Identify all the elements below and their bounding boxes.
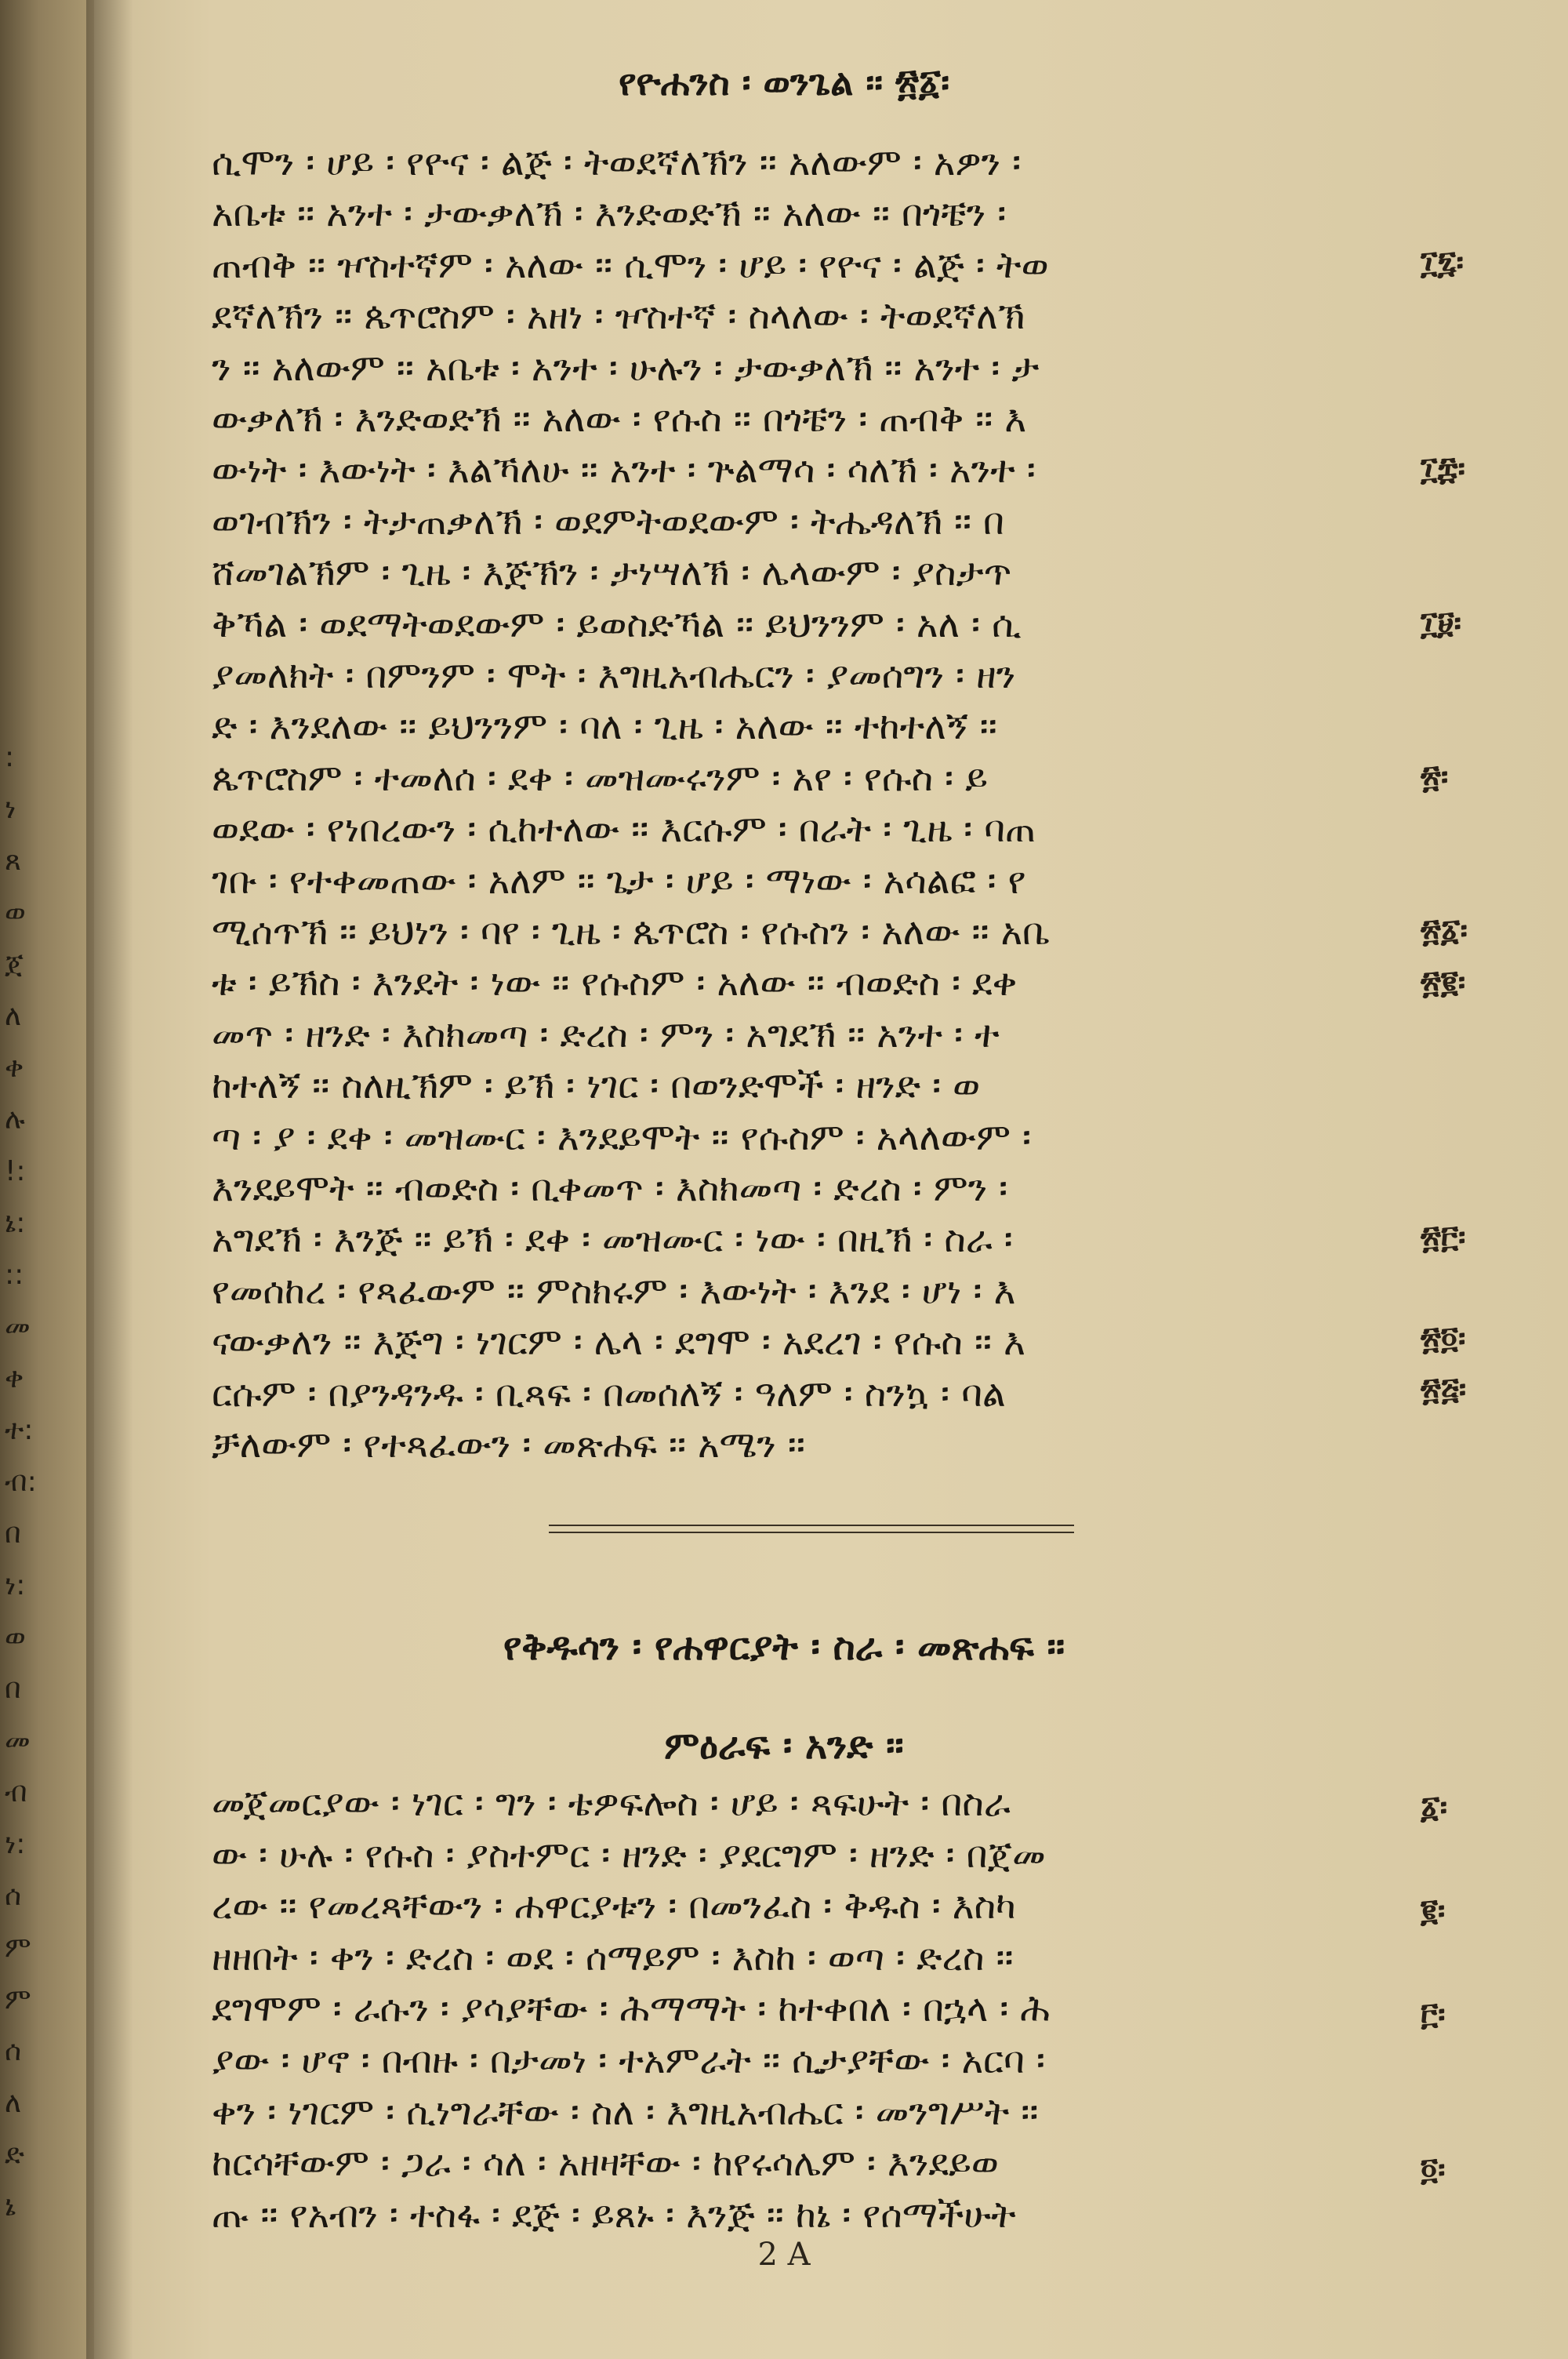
left-page-fragment: ወ [5,1621,26,1653]
acts-1-line: ዘዘበት ፡ ቀን ፡ ድረስ ፡ ወደ ፡ ሰማይም ፡ እስከ ፡ ወጣ ፡ ድረስ ፡፡ [212,1936,1014,1979]
acts-1-verse-number: ፪፡ [1421,1893,1446,1929]
acts-1-verse-number: ፬፡ [1421,2152,1446,2188]
left-page-fragment: ጸ [5,845,22,877]
left-page-fragment: : [5,741,15,773]
john-21-line: ውቃለኽ ፡ እንድወድኽ ፡፡ አለው ፡ የሱስ ፡፡ በጎቼን ፡ ጠብቅ ፡፡ እ [212,398,1027,441]
chapter-title: ምዕራፍ ፡ አንድ ፡፡ [664,1724,904,1768]
john-21-line: ቱ ፡ ይኽስ ፡ እንደት ፡ ነው ፡፡ የሱስም ፡ አለው ፡፡ ብወድስ ፡ ደቀ [212,961,1018,1005]
left-page-fragment: ድ [5,2139,24,2171]
left-page-fragment: መ [5,1725,31,1757]
john-21-line: አግደኽ ፡ እንጅ ፡፡ ይኽ ፡ ደቀ ፡ መዝሙር ፡ ነው ፡ በዚኽ ፡ ስራ ፡ [212,1218,1013,1262]
left-page-fragment: በ [5,1673,21,1705]
john-21-line: ያመለክት ፡ በምንም ፡ ሞት ፡ እግዚአብሔርን ፡ ያመሰግን ፡ ዘን [212,654,1016,697]
left-page-fragment: ጀ [5,948,24,980]
acts-1-verse-number: ፩፡ [1421,1790,1448,1826]
john-21-verse-number: ፳፩፡ [1421,913,1468,949]
john-21-line: ወደው ፡ የነበረውን ፡ ሲከተለው ፡፡ እርሱም ፡ በራት ፡ ጊዜ ፡ ባጠ [212,808,1036,852]
left-page-fragment: ም [5,1983,31,2016]
acts-1-line: ቀን ፡ ነገርም ፡ ሲነግራቸው ፡ ስለ ፡ እግዚአብሔር ፡ መንግሥት ፡፡ [212,2090,1039,2134]
john-21-verse-number: ፳፫፡ [1421,1219,1466,1256]
acts-1-line: ው ፡ ሁሉ ፡ የሱስ ፡ ያስተምር ፡ ዘንድ ፡ ያደርግም ፡ ዘንድ ፡ በጀመ [212,1833,1046,1877]
john-21-verse-number: ፳፬፡ [1421,1321,1466,1357]
left-page-fragment: ሉ [5,1103,25,1136]
acts-1-line: ጡ ፡፡ የአብን ፡ ተስፋ ፡ ደጅ ፡ ይጸኑ ፡ እንጅ ፡፡ ከኔ ፡ የሰማችሁት [212,2193,1016,2237]
john-21-line: ድ ፡ እንደለው ፡፡ ይህንንም ፡ ባለ ፡ ጊዜ ፡ አለው ፡፡ ተከተለኝ ፡፡ [212,705,997,749]
john-21-line: ጣ ፡ ያ ፡ ደቀ ፡ መዝሙር ፡ እንደይሞት ፡፡ የሱስም ፡ አላለውም ፡ [212,1115,1032,1159]
john-21-line: ውነት ፡ እውነት ፡ እልኻለሁ ፡፡ አንተ ፡ ጕልማሳ ፡ ሳለኽ ፡ አንተ ፡ [212,449,1036,493]
john-21-line: ሸመገልኽም ፡ ጊዜ ፡ እጅኽን ፡ ታነሣለኽ ፡ ሌላውም ፡ ያስታጥ [212,551,1012,595]
book-title: የቅዱሳን ፡ የሐዋርያት ፡ ስራ ፡ መጽሐፍ ፡፡ [503,1625,1065,1669]
folio: 2 A [757,2237,811,2273]
section-rule-bottom [549,1532,1074,1533]
left-page-fragment: ለ [5,1000,22,1032]
john-21-line: ርሱም ፡ በያንዳንዱ ፡ ቢጻፍ ፡ በመሰለኝ ፡ ዓለም ፡ ስንኳ ፡ ባል [212,1372,1006,1416]
left-page-fragment: መ [5,1310,31,1343]
john-21-line: ናውቃለን ፡፡ እጅግ ፡ ነገርም ፡ ሌላ ፡ ደግሞ ፡ አደረገ ፡ የሱስ ፡፡ እ [212,1321,1025,1365]
gutter-shadow [86,0,133,2359]
john-21-line: ደኛለኽን ፡፡ ጴጥሮስም ፡ አዘነ ፡ ዦስተኛ ፡ ስላለው ፡ ትወደኛለኽ [212,295,1025,339]
john-21-verse-number: ፲፯፡ [1421,245,1464,281]
left-page-fragment: ነ: [5,1828,26,1860]
john-21-line: ጠብቅ ፡፡ ዦስተኛም ፡ አለው ፡፡ ሲሞን ፡ ሆይ ፡ የዮና ፡ ልጅ ፡ ትወ [212,243,1049,287]
left-page-fragment: ቀ [5,1052,24,1084]
john-21-line: ቻለውም ፡ የተጻፈውን ፡ መጽሐፍ ፡፡ አሜን ፡፡ [212,1423,805,1467]
john-21-line: መጥ ፡ ዘንድ ፡ እስክመጣ ፡ ድረስ ፡ ምን ፡ አግደኽ ፡፡ አንተ ፡ ተ [212,1012,1000,1056]
acts-1-line: ረው ፡፡ የመረጻቸውን ፡ ሐዋርያቱን ፡ በመንፈስ ፡ ቅዱስ ፡ እስካ [212,1885,1016,1928]
left-page-fragment: ብ: [5,1466,37,1498]
john-21-verse-number: ፳፡ [1421,759,1449,795]
john-21-line: ን ፡፡ አለውም ፡፡ አቤቱ ፡ አንተ ፡ ሁሉን ፡ ታውቃለኽ ፡፡ አንተ ፡ ታ [212,346,1040,390]
john-21-line: ጴጥሮስም ፡ ተመለሰ ፡ ደቀ ፡ መዝሙሩንም ፡ አየ ፡ የሱስ ፡ ይ [212,756,988,800]
acts-1-verse-number: ፫፡ [1421,1997,1446,2033]
john-21-line: እንደይሞት ፡፡ ብወድስ ፡ ቢቀመጥ ፡ እስክመጣ ፡ ድረስ ፡ ምን ፡ [212,1167,1008,1210]
left-page-fragment: !: [5,1155,26,1187]
acts-1-line: መጀመርያው ፡ ነገር ፡ ግን ፡ ቴዎፍሎስ ፡ ሆይ ፡ ጻፍሁት ፡ በስራ [212,1782,1011,1825]
left-page-fragment: ወ [5,896,26,929]
left-page-fragment: ለ [5,2087,22,2119]
john-21-line: ቅኻል ፡ ወደማትወደውም ፡ ይወስድኻል ፡፡ ይህንንም ፡ አለ ፡ ሲ [212,602,1022,646]
left-page-fragment: ሰ [5,1880,22,1912]
left-page-edge [0,0,86,2359]
left-page-fragment: :: [5,1259,24,1291]
acts-1-line: ደግሞም ፡ ራሱን ፡ ያሳያቸው ፡ ሕማማት ፡ ከተቀበለ ፡ በኋላ ፡ ሕ [212,1987,1051,2031]
left-page-fragment: ነ: [5,1569,26,1601]
left-page-fragment: ም [5,1932,31,1964]
left-page-fragment: ብ [5,1776,27,1808]
section-rule-top [549,1525,1074,1526]
john-21-verse-number: ፲፱፡ [1421,605,1461,642]
acts-1-line: ከርሳቸውም ፡ ጋራ ፡ ሳለ ፡ አዘዛቸው ፡ ከየሩሳሌም ፡ እንደይወ [212,2142,999,2186]
left-page-fragment: ኔ: [5,1207,26,1239]
left-page-fragment: ሰ [5,2035,22,2067]
running-head: የዮሐንስ ፡ ወንጌል ፡፡ ፳፩፡ [618,61,950,104]
john-21-line: ሚሰጥኽ ፡፡ ይህነን ፡ ባየ ፡ ጊዜ ፡ ጴጥሮስ ፡ የሱስን ፡ አለው ፡፡ አቤ [212,911,1051,954]
left-page-fragment: ቀ [5,1362,24,1394]
john-21-line: ገቡ ፡ የተቀመጠው ፡ አለም ፡፡ ጌታ ፡ ሆይ ፡ ማነው ፡ አሳልፎ ፡ የ [212,859,1026,903]
acts-1-line: ያው ፡ ሆኖ ፡ በብዙ ፡ በታመነ ፡ ተአምራት ፡፡ ሲታያቸው ፡ አርባ ፡ [212,2039,1046,2082]
john-21-line: ወገብኽን ፡ ትታጠቃለኽ ፡ ወደምትወደውም ፡ ትሔዳለኽ ፡፡ በ [212,500,1004,543]
john-21-verse-number: ፳፪፡ [1421,965,1466,1001]
john-21-line: ከተለኝ ፡፡ ስለዚኽም ፡ ይኽ ፡ ነገር ፡ በወንድሞች ፡ ዘንድ ፡ ወ [212,1064,981,1108]
left-page-fragment: ኔ [5,2190,16,2223]
john-21-line: ሲሞን ፡ ሆይ ፡ የዮና ፡ ልጅ ፡ ትወደኛለኽን ፡፡ አለውም ፡ አዎን ፡ [212,141,1022,184]
john-21-verse-number: ፲፰፡ [1421,451,1465,487]
left-page-fragment: ነ [5,793,16,825]
left-page-fragment: በ [5,1518,21,1550]
john-21-line: አቤቱ ፡፡ አንተ ፡ ታውቃለኽ ፡ እንድወድኽ ፡፡ አለው ፡፡ በጎቼን ፡ [212,192,1007,236]
john-21-verse-number: ፳፭፡ [1421,1372,1467,1408]
left-page-fragment: ተ: [5,1414,34,1446]
john-21-line: የመሰከረ ፡ የጻፈውም ፡፡ ምስክሩም ፡ እውነት ፡ እንደ ፡ ሆነ ፡ እ [212,1269,1016,1313]
